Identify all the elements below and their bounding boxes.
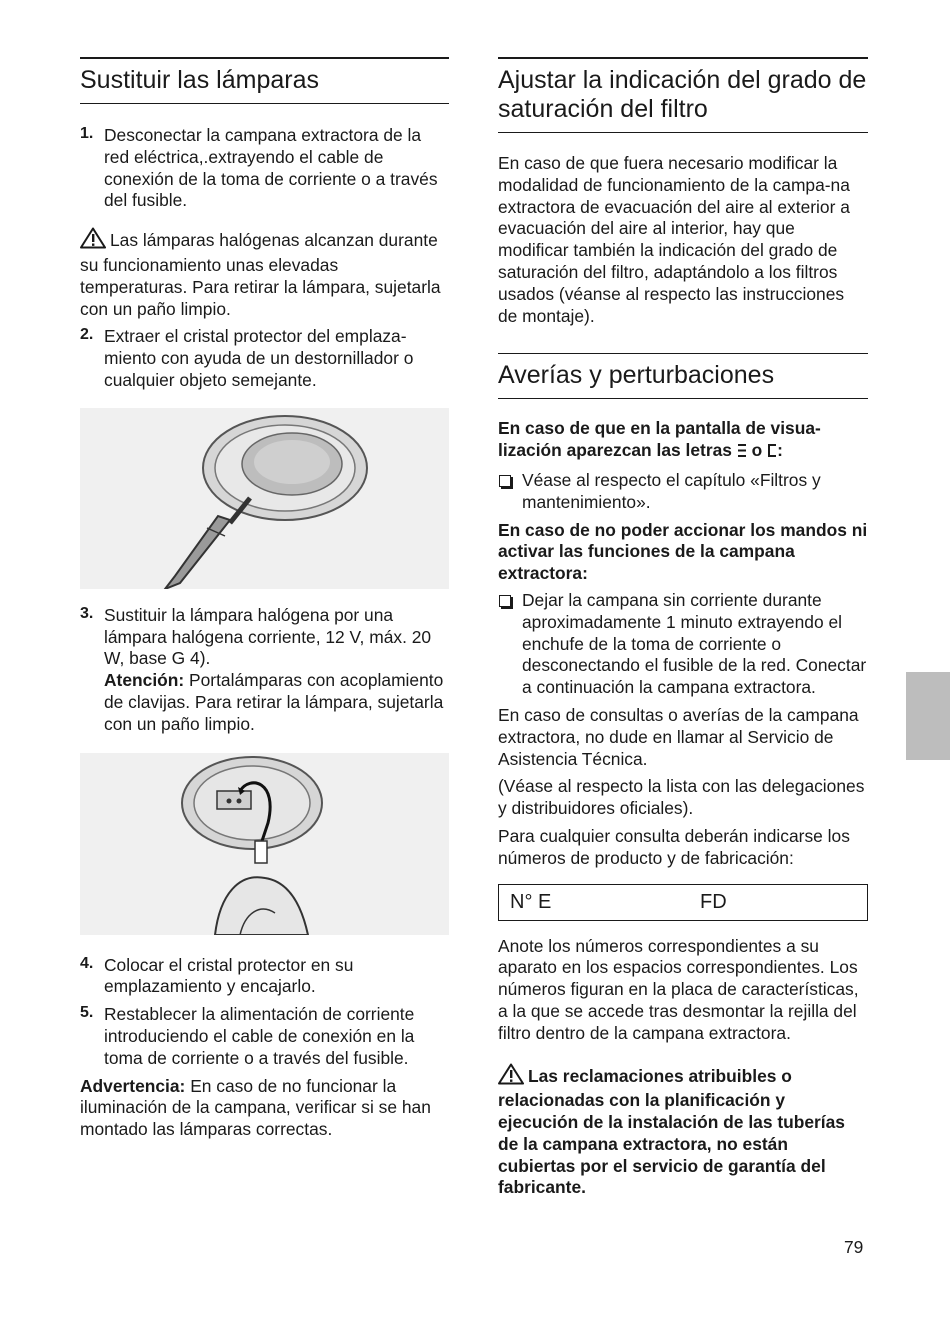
serial-number-box <box>498 884 868 921</box>
answer-item <box>498 590 868 699</box>
step-1 <box>80 125 449 212</box>
step-text: Sustituir la lámpara halógena por una lámpara halógena corriente, 12 V, máx. 20 W, base G 4). <box>104 604 432 669</box>
section-title-filter-saturation: Ajustar la indicación del grado de saturación del filtro <box>498 57 868 133</box>
step-3 <box>80 605 449 736</box>
question-text: En caso de que en la pantalla de visua-lización aparezcan las letras <box>498 418 821 461</box>
page-number: 79 <box>844 1237 864 1257</box>
checkbox-bullet-icon <box>499 475 511 487</box>
question-controls: En caso de no poder accionar los mandos ni activar las funciones de la campana extractora: <box>498 519 868 584</box>
figure-screwdriver-glass <box>80 408 449 589</box>
production-number-label: FD <box>700 890 727 913</box>
note-paragraph: Anote los números correspondientes a su aparato en los espacios correspondientes. Los números figuran en la placa de características, a la que se accede tras desmontar la rejilla del filtro dentro de la campana extractora. <box>498 935 859 1043</box>
attention-note <box>104 670 449 735</box>
step-number: 4. <box>80 954 94 972</box>
step-text: Restablecer la alimentación de corriente introduciendo el cable de conexión en la toma de corriente o a través del fusible. <box>104 1004 415 1068</box>
attention-label: Atención: <box>104 670 185 691</box>
figure-halogen-lamp <box>80 753 449 935</box>
lcd-letter-icon <box>737 442 747 464</box>
right-column <box>498 57 868 1199</box>
warranty-warning <box>498 1063 868 1200</box>
side-tab-marker <box>906 672 950 760</box>
step-text: Extraer el cristal protector del emplaza-miento con ayuda de un destornillador o cualquier objeto semejante. <box>104 326 414 390</box>
step-text: Desconectar la campana extractora de la red eléctrica,.extrayendo el cable de conexión de la toma de corriente o a través del fusible. <box>104 125 438 211</box>
checkbox-bullet-icon <box>499 595 511 607</box>
warning-triangle-icon <box>498 1063 524 1091</box>
step-text: Colocar el cristal protector en su emplazamiento y encajarlo. <box>104 954 354 997</box>
left-column <box>80 57 449 1141</box>
answer-item <box>498 470 868 514</box>
advice-label: Advertencia: <box>80 1075 186 1096</box>
attention-text: Portalámparas con acoplamiento de clavijas. Para retirar la lámpara, sujetarla con un paño limpio. <box>104 670 444 734</box>
warning-text: Las lámparas halógenas alcanzan durante su funcionamiento unas elevadas temperaturas. Para retirar la lámpara, sujetarla con un paño limpio. <box>80 230 441 319</box>
warning-paragraph <box>80 227 449 320</box>
warning-triangle-icon <box>80 227 106 255</box>
delegations-paragraph: (Véase al respecto la lista con las delegaciones y distribuidores oficiales). <box>498 776 865 819</box>
question-or: o <box>751 440 763 461</box>
step-number: 2. <box>80 326 94 344</box>
step-4 <box>80 955 449 999</box>
step-number: 1. <box>80 125 94 142</box>
answer-text: Dejar la campana sin corriente durante aproximadamente 1 minuto extrayendo el enchufe de la toma de corriente o desconectando el fusible de la red. Conectar a continuación la campana extractora. <box>522 589 867 698</box>
lcd-letter-icon <box>767 442 777 464</box>
advice-text: En caso de no funcionar la iluminación de la campana, verificar si se han montado las lámparas correctas. <box>80 1075 431 1140</box>
product-number-label: N° E <box>510 890 552 913</box>
service-paragraph: En caso de consultas o averías de la campana extractora, no dude en llamar al Servicio de Asistencia Técnica. <box>498 704 859 769</box>
step-2 <box>80 326 449 391</box>
step-number: 5. <box>80 1004 94 1022</box>
filter-paragraph: En caso de que fuera necesario modificar la modalidad de funcionamiento de la campa-na extractora de evacuación del aire al exterior a evacuación del aire al interior, hay que modificar también la indicación del grado de saturación del filtro, adaptándolo a los filtros usados (véanse al respecto las instrucciones de montaje). <box>498 153 850 326</box>
answer-text: Véase al respecto el capítulo «Filtros y mantenimiento». <box>522 469 821 512</box>
section-title-replace-lamps: Sustituir las lámparas <box>80 57 449 104</box>
numbers-paragraph: Para cualquier consulta deberán indicarse los números de producto y de fabricación: <box>498 825 850 868</box>
step-number: 3. <box>80 604 94 622</box>
question-display-letters <box>498 418 868 464</box>
advice-paragraph <box>80 1076 449 1141</box>
warning-text: Las reclamaciones atribuibles o relacionadas con la planificación y ejecución de la instalación de las tuberías de la campana extractora, no están cubiertas por el servicio de garantía del fabricante. <box>498 1065 845 1198</box>
step-5 <box>80 1004 449 1069</box>
section-title-faults: Averías y perturbaciones <box>498 353 868 399</box>
question-colon: : <box>777 440 783 461</box>
